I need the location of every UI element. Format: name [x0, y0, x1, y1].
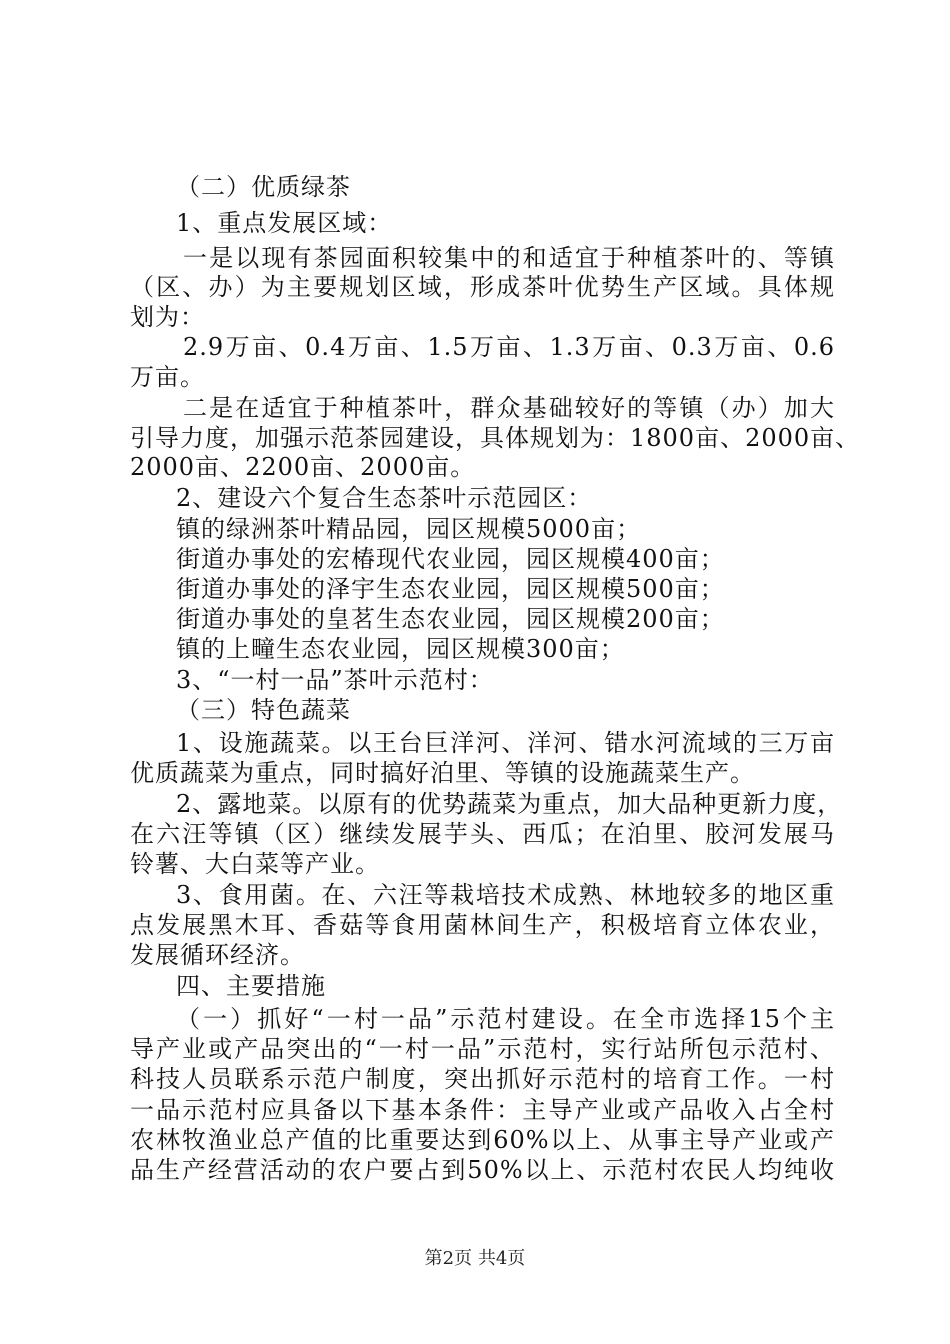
list-item: 街道办事处的皇茗生态农业园，园区规模200亩； [176, 605, 725, 633]
paragraph-line: 点发展黑木耳、香菇等食用菌林间生产，积极培育立体农业， [130, 911, 835, 939]
paragraph-line: 引导力度，加强示范茶园建设，具体规划为：1800亩、2000亩、 [130, 424, 861, 452]
paragraph-line: 铃薯、大白菜等产业。 [130, 850, 380, 878]
subheading-key-areas: 1、重点发展区域： [176, 209, 393, 237]
subheading-demo-parks: 2、建设六个复合生态茶叶示范园区： [176, 484, 593, 512]
section-heading-green-tea: （二）优质绿茶 [176, 173, 351, 201]
paragraph-line: 1、设施蔬菜。以王台巨洋河、洋河、错水河流域的三万亩 [176, 729, 835, 757]
section-heading-vegetables: （三）特色蔬菜 [176, 696, 351, 724]
paragraph-line: （区、办）为主要规划区域，形成茶叶优势生产区域。具体规 [130, 273, 835, 301]
paragraph-line: 2、露地菜。以原有的优势蔬菜为重点，加大品种更新力度， [176, 790, 843, 818]
paragraph-line: 划为： [130, 303, 205, 331]
paragraph-line: 科技人员联系示范户制度，突出抓好示范村的培育工作。一村 [130, 1065, 835, 1093]
paragraph-line: 品生产经营活动的农户要占到50%以上、示范村农民人均纯收 [130, 1156, 835, 1184]
list-item: 街道办事处的泽宇生态农业园，园区规模500亩； [176, 575, 725, 603]
section-heading-measures: 四、主要措施 [176, 972, 326, 1000]
paragraph-line: 农林牧渔业总产值的比重要达到60%以上、从事主导产业或产 [130, 1126, 835, 1154]
subheading-demo-villages: 3、“一村一品”茶叶示范村： [176, 666, 494, 694]
paragraph-line: 3、食用菌。在、六汪等栽培技术成熟、林地较多的地区重 [176, 881, 835, 909]
list-item: 镇的上疃生态农业园，园区规模300亩； [176, 635, 625, 663]
paragraph-line: 导产业或产品突出的“一村一品”示范村，实行站所包示范村、 [130, 1035, 835, 1063]
paragraph-line: 一品示范村应具备以下基本条件：主导产业或产品收入占全村 [130, 1096, 835, 1124]
paragraph-line: 万亩。 [130, 363, 205, 391]
paragraph-line: 优质蔬菜为重点，同时搞好泊里、等镇的设施蔬菜生产。 [130, 759, 755, 787]
paragraph-line: 一是以现有茶园面积较集中的和适宜于种植茶叶的、等镇 [183, 244, 835, 272]
paragraph-line: 在六汪等镇（区）继续发展芋头、西瓜；在泊里、胶河发展马 [130, 820, 835, 848]
paragraph-line: （一）抓好“一村一品”示范村建设。在全市选择15个主 [176, 1005, 835, 1033]
paragraph-line: 2000亩、2200亩、2000亩。 [130, 453, 476, 481]
list-item: 街道办事处的宏椿现代农业园，园区规模400亩； [176, 545, 725, 573]
list-item: 镇的绿洲茶叶精品园，园区规模5000亩； [176, 515, 642, 543]
page-number-footer: 第2页 共4页 [424, 1248, 526, 1269]
paragraph-line: 2.9万亩、0.4万亩、1.5万亩、1.3万亩、0.3万亩、0.6 [183, 333, 835, 361]
paragraph-line: 二是在适宜于种植茶叶，群众基础较好的等镇（办）加大 [183, 394, 835, 422]
paragraph-line: 发展循环经济。 [130, 941, 305, 969]
